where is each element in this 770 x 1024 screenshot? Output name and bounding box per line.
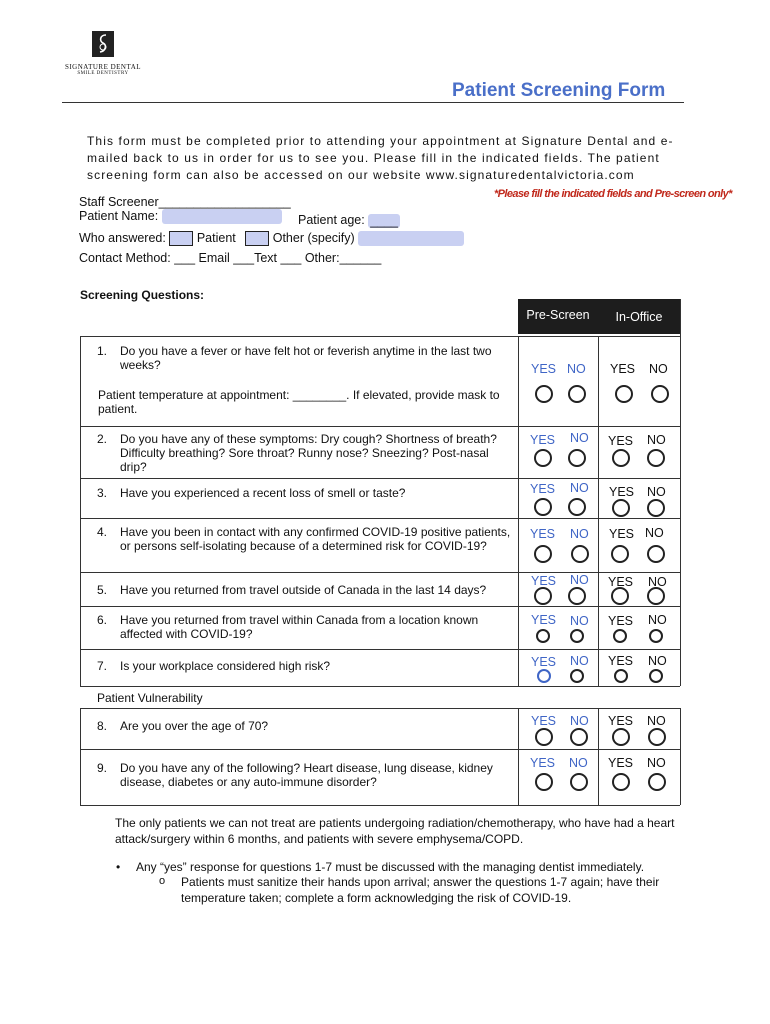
patient-name-row	[79, 209, 282, 224]
contact-method-field[interactable]: Contact Method: ___ Email ___Text ___ Other:______	[79, 251, 382, 265]
other-specify-input[interactable]	[358, 231, 464, 246]
prescreen-yes-label: YES	[530, 527, 556, 541]
inoffice-yes-label: YES	[608, 575, 634, 589]
q6-inoffice-yes-radio[interactable]	[613, 629, 627, 643]
prescreen-yes-label: YES	[530, 482, 556, 496]
logo	[62, 30, 144, 80]
inoffice-yes-label: YES	[610, 362, 636, 376]
prescreen-yes-label: YES	[531, 714, 557, 728]
inoffice-yes-label: YES	[608, 434, 634, 448]
q6-prescreen-yes-radio[interactable]	[536, 629, 550, 643]
table-rule	[80, 749, 680, 750]
question-row	[97, 719, 517, 733]
table-border-right	[680, 299, 681, 686]
sub-bullet-text: Patients must sanitize their hands upon arrival; answer the questions 1-7 again; have their temperature taken; complete a form acknowledging the risk of COVID-19.	[181, 875, 660, 905]
q1-inoffice-yes-radio[interactable]	[615, 385, 633, 403]
q3-prescreen-yes-radio[interactable]	[534, 498, 552, 516]
question-row	[97, 761, 517, 789]
table-rule	[80, 686, 680, 687]
question-number: 1.	[97, 344, 108, 358]
prescreen-yes-label: YES	[531, 613, 557, 627]
q8-inoffice-yes-radio[interactable]	[612, 728, 630, 746]
instruction-note: *Please fill the indicated fields and Pre-screen only*	[494, 188, 732, 200]
prescreen-no-label: NO	[570, 431, 589, 445]
q8-inoffice-no-radio[interactable]	[648, 728, 666, 746]
patient-name-input[interactable]	[162, 209, 282, 224]
inoffice-no-label: NO	[649, 362, 668, 376]
table-divider	[518, 336, 519, 686]
q8-prescreen-no-radio[interactable]	[570, 728, 588, 746]
inoffice-yes-label: YES	[608, 614, 634, 628]
inoffice-no-label: NO	[647, 756, 666, 770]
prescreen-yes-label: YES	[530, 433, 556, 447]
inoffice-header: In-Office	[598, 299, 680, 334]
q9-prescreen-yes-radio[interactable]	[535, 773, 553, 791]
prescreen-no-label: NO	[567, 362, 586, 376]
question-number: 4.	[97, 525, 108, 539]
question-row	[97, 659, 517, 673]
prescreen-yes-label: YES	[531, 574, 557, 588]
table-divider	[598, 336, 599, 686]
inoffice-no-label: NO	[648, 654, 667, 668]
q6-inoffice-no-radio[interactable]	[649, 629, 663, 643]
q2-prescreen-yes-radio[interactable]	[534, 449, 552, 467]
q7-inoffice-no-radio[interactable]	[649, 669, 663, 683]
question-number: 8.	[97, 719, 108, 733]
q1-prescreen-yes-radio[interactable]	[535, 385, 553, 403]
q4-inoffice-yes-radio[interactable]	[611, 545, 629, 563]
q9-prescreen-no-radio[interactable]	[570, 773, 588, 791]
question-number: 3.	[97, 486, 108, 500]
patient-name-label: Patient Name:	[79, 209, 159, 223]
prescreen-header: Pre-Screen	[518, 299, 598, 334]
table-divider	[518, 708, 519, 805]
bullet-marker: •	[116, 860, 121, 874]
patient-checkbox[interactable]	[169, 231, 193, 246]
table-border-right	[680, 708, 681, 805]
patient-age-label: Patient age:	[298, 213, 365, 227]
question-number: 9.	[97, 761, 108, 775]
patient-age-row	[298, 213, 400, 228]
table-rule	[80, 708, 680, 709]
question-row	[97, 613, 517, 641]
logo-subtitle: SMILE DENTISTRY	[77, 71, 129, 76]
table-rule	[80, 426, 680, 427]
title-rule	[62, 102, 684, 103]
other-option-label: Other (specify)	[272, 231, 355, 245]
q2-prescreen-no-radio[interactable]	[568, 449, 586, 467]
q4-prescreen-no-radio[interactable]	[571, 545, 589, 563]
q8-prescreen-yes-radio[interactable]	[535, 728, 553, 746]
patient-vulnerability-title: Patient Vulnerability	[97, 691, 203, 705]
q5-inoffice-no-radio[interactable]	[647, 587, 665, 605]
question-row	[97, 583, 517, 597]
question-number: 2.	[97, 432, 108, 446]
inoffice-yes-label: YES	[609, 485, 635, 499]
q5-prescreen-yes-radio[interactable]	[534, 587, 552, 605]
staff-screener-field[interactable]: Staff Screener___________________	[79, 195, 291, 209]
q1-inoffice-no-radio[interactable]	[651, 385, 669, 403]
table-divider	[598, 708, 599, 805]
table-rule	[80, 572, 680, 573]
temperature-field[interactable]: Patient temperature at appointment: ________. If elevated, provide mask to patient.	[98, 388, 500, 416]
q2-inoffice-no-radio[interactable]	[647, 449, 665, 467]
inoffice-no-label: NO	[648, 613, 667, 627]
q7-inoffice-yes-radio[interactable]	[614, 669, 628, 683]
form-title: Patient Screening Form	[452, 80, 666, 101]
screening-questions-title: Screening Questions:	[80, 288, 205, 302]
question-number: 7.	[97, 659, 108, 673]
question-row	[97, 486, 517, 500]
prescreen-no-label: NO	[570, 527, 589, 541]
question-row	[97, 344, 517, 372]
table-rule	[80, 518, 680, 519]
q9-inoffice-yes-radio[interactable]	[612, 773, 630, 791]
who-answered-row	[79, 231, 464, 246]
inoffice-no-label: NO	[647, 433, 666, 447]
bullet-text: Any “yes” response for questions 1-7 must be discussed with the managing dentist immediately.	[136, 860, 645, 874]
question-text: Are you over the age of 70?	[120, 719, 269, 733]
table-border-left	[80, 708, 81, 805]
prescreen-no-label: NO	[570, 654, 589, 668]
prescreen-no-label: NO	[570, 481, 589, 495]
q6-prescreen-no-radio[interactable]	[570, 629, 584, 643]
table-rule	[80, 606, 680, 607]
inoffice-yes-label: YES	[609, 527, 635, 541]
q7-prescreen-no-radio[interactable]	[570, 669, 584, 683]
q1-prescreen-no-radio[interactable]	[568, 385, 586, 403]
logo-mark-icon	[91, 30, 115, 58]
question-number: 6.	[97, 613, 108, 627]
prescreen-yes-label: YES	[531, 362, 557, 376]
table-rule	[80, 805, 680, 806]
table-rule	[80, 649, 680, 650]
prescreen-no-label: NO	[570, 614, 589, 628]
question-text: Have you been in contact with any confirmed COVID-19 positive patients, or persons self-isolating because of a determined risk for COVID-19?	[120, 525, 511, 553]
inoffice-yes-label: YES	[608, 714, 634, 728]
inoffice-no-label: NO	[648, 575, 667, 589]
table-border-left	[80, 336, 81, 686]
prescreen-no-label: NO	[570, 573, 589, 587]
patient-age-input[interactable]: ____	[370, 213, 399, 228]
sub-bullet-marker: o	[159, 875, 166, 887]
intro-paragraph: This form must be completed prior to attending your appointment at Signature Dental and e-mailed back to us in order for us to see you. Please fill in the indicated fields. The patient screening form can also be accessed on our website www.signaturedentalvictoria.com	[87, 134, 674, 182]
q4-prescreen-yes-radio[interactable]	[534, 545, 552, 563]
q5-inoffice-yes-radio[interactable]	[611, 587, 629, 605]
prescreen-yes-label: YES	[531, 655, 557, 669]
exclusion-note: The only patients we can not treat are patients undergoing radiation/chemotherapy, who have had a heart attack/surgery within 6 months, and patients with severe emphysema/COPD.	[115, 816, 675, 846]
prescreen-yes-label: YES	[530, 756, 556, 770]
question-text: Do you have any of the following? Heart disease, lung disease, kidney disease, diabetes or any auto-immune disorder?	[120, 761, 493, 789]
question-text: Do you have any of these symptoms: Dry cough? Shortness of breath? Difficulty breathing? Sore throat? Runny nose? Sneezing? Post-nasal drip?	[120, 432, 497, 474]
question-text: Do you have a fever or have felt hot or feverish anytime in the last two weeks?	[120, 344, 492, 372]
logo-name: SIGNATURE DENTAL	[64, 63, 142, 71]
who-answered-label: Who answered:	[79, 231, 166, 245]
q9-inoffice-no-radio[interactable]	[648, 773, 666, 791]
q3-prescreen-no-radio[interactable]	[568, 498, 586, 516]
inoffice-no-label: NO	[647, 485, 666, 499]
prescreen-no-label: NO	[570, 714, 589, 728]
question-text: Have you experienced a recent loss of smell or taste?	[120, 486, 406, 500]
inoffice-yes-label: YES	[608, 756, 634, 770]
inoffice-no-label: NO	[647, 714, 666, 728]
table-rule	[80, 478, 680, 479]
q2-inoffice-yes-radio[interactable]	[612, 449, 630, 467]
q4-inoffice-no-radio[interactable]	[647, 545, 665, 563]
question-text: Have you returned from travel outside of Canada in the last 14 days?	[120, 583, 487, 597]
question-number: 5.	[97, 583, 108, 597]
q3-inoffice-yes-radio[interactable]	[612, 499, 630, 517]
question-text: Have you returned from travel within Canada from a location known affected with COVID-19?	[120, 613, 479, 641]
question-row	[97, 432, 517, 474]
q7-prescreen-yes-radio[interactable]	[537, 669, 551, 683]
table-rule	[80, 336, 680, 337]
prescreen-no-label: NO	[569, 756, 588, 770]
question-row	[97, 525, 517, 553]
q5-prescreen-no-radio[interactable]	[568, 587, 586, 605]
patient-option-label: Patient	[196, 231, 236, 245]
q3-inoffice-no-radio[interactable]	[647, 499, 665, 517]
question-text: Is your workplace considered high risk?	[120, 659, 331, 673]
inoffice-yes-label: YES	[608, 654, 634, 668]
inoffice-no-label: NO	[645, 526, 664, 540]
other-checkbox[interactable]	[245, 231, 269, 246]
